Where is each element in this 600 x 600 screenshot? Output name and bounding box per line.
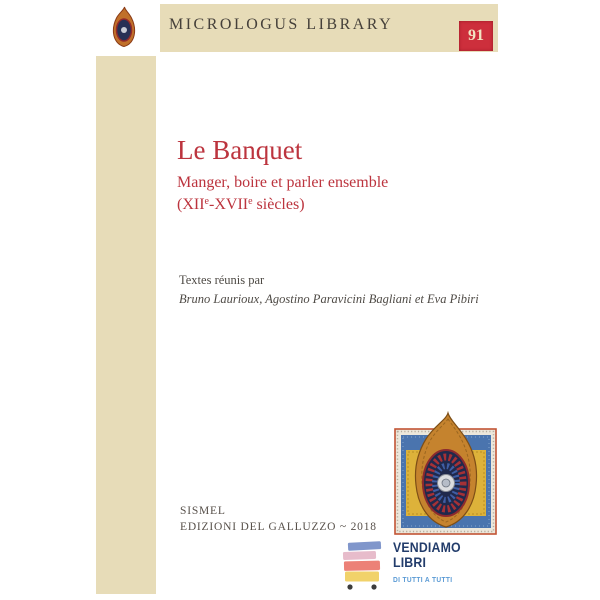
- seller-badge-text: [393, 540, 461, 584]
- series-title: MICROLOGUS LIBRARY: [169, 16, 394, 33]
- series-banner: [160, 4, 498, 52]
- seller-name-line1: VENDIAMO: [393, 539, 461, 555]
- subtitle-line2: (XIIe-XVIIe siècles): [177, 196, 305, 213]
- publisher-imprint: EDIZIONI DEL GALLUZZO ~ 2018: [180, 521, 377, 533]
- editors-block: [179, 271, 479, 309]
- publisher-name: SISMEL: [180, 505, 226, 517]
- book-title: Le Banquet: [177, 135, 303, 165]
- seller-name-line2: LIBRI: [393, 554, 427, 570]
- superscript-e: e: [248, 196, 253, 207]
- seller-tagline: DI TUTTI A TUTTI: [393, 575, 453, 584]
- cover-left-band: [96, 56, 156, 594]
- micrologus-emblem-icon: [111, 6, 137, 48]
- book-cart-icon: [341, 540, 385, 594]
- editors-intro: Textes réunis par: [179, 273, 265, 287]
- title-block: [177, 137, 388, 214]
- subtitle-line1: Manger, boire et parler ensemble: [177, 174, 389, 191]
- publisher-block: [180, 503, 377, 535]
- illuminated-medallion-icon: [392, 411, 500, 537]
- editors-names: Bruno Laurioux, Agostino Paravicini Bagliani et Eva Pibiri: [179, 292, 479, 306]
- series-number: 91: [468, 27, 484, 44]
- seller-badge: [341, 540, 470, 594]
- book-subtitle: [177, 173, 388, 214]
- series-number-badge: [459, 21, 493, 51]
- superscript-e: e: [204, 196, 209, 207]
